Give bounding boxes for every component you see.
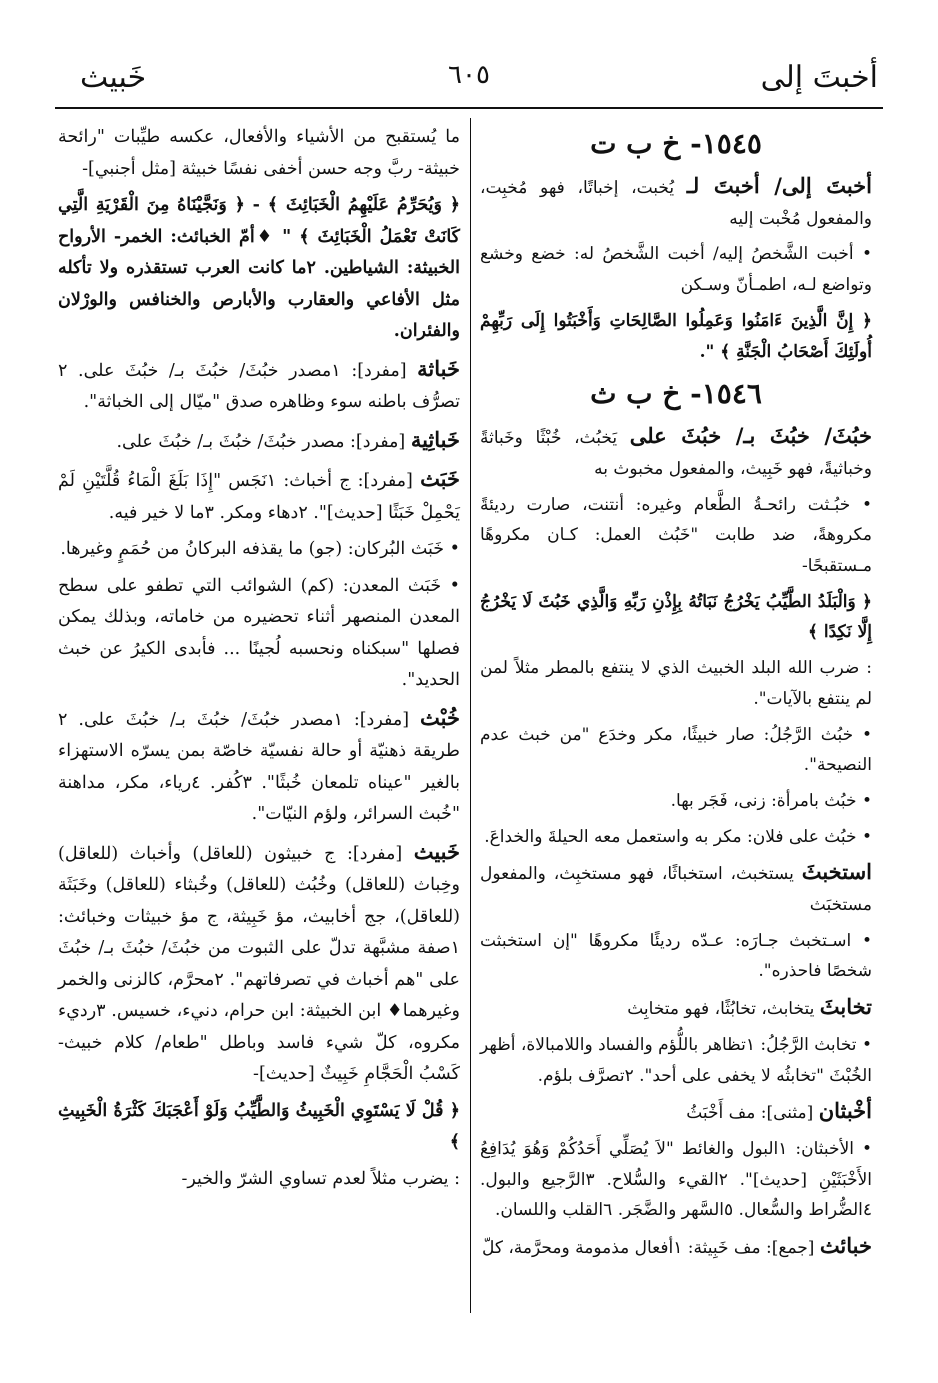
quranic-quote: ﴿ وَيُحَرِّمُ عَلَيْهِمُ الْخَبَائِثَ ﴾ - ﴿ وَنَجَّيْنَاهُ مِنَ الْقَرْيَةِ الَّتِي كَانَتْ تَعْمَلُ الْخَبَائِثَ ﴾ " ♦أمّ الخبائث: الخمر- الأرواح الخبيثة: الشياطين. ٢ما كانت العرب تستقذره ولا تأكله مثل الأفاعي والعقارب والأبارص والخنافس والورْلان والفئران. [58,195,460,341]
dictionary-entry [480,171,872,234]
definition-paragraph: • تخابث الرَّجُلُ: ١تظاهر باللُّؤم والفساد واللامبالاة، أظهر الخُبْثَ "تخابثُه لا يخفى على أحد". ٢تصرَّف بلؤم. [480,1034,872,1086]
definition-paragraph: • خبُث على فلان: مكر به واستعمل معه الحيلةَ والخداعَ. [484,826,872,847]
entry-definition: يَخبُث، خُبْثًا وخَباثةً وخباثيةً، فهو خَبِيث، والمفعول مخبوث به [480,428,872,479]
entry-definition: [مفرد]: مصدر خبُثَ/ خبُثَ بـ/ خبُثَ على. [116,431,411,452]
definition-paragraph: • خبُـثت رائحـةُ الطَّعام وغيره: أنتنت، صارت رديئةً مكروهةً، ضد طابت "خَبُث العمل: كـان مكروهًا مـستقبحًا- [480,494,872,577]
entry-definition: يستخبث، استخباثًا، فهو مستخبِث، والمفعول مستخبَث [480,864,872,916]
column-divider [470,118,471,1313]
entry-headword: خبُثَ/ خبُثَ بـ/ خبُثَ على [629,423,872,449]
definition-paragraph: • اسـتخبث جـارَه: عـدّه رديئًا مكروهًا "إن استخبثت شخصًا فاحذره". [480,930,872,982]
left-column [58,122,460,1200]
definition-paragraph: • أخبت الشَّخصُ إليه/ أخبت الشَّخصُ له: خضع وخشع وتواضع لـه، اطمـأنّ وسـكن [480,244,872,296]
definition-paragraph: : ضرب الله البلد الخبيث الذي لا ينتفع بالمطر مثلاً لمن لم ينتفع بالآيات". [480,658,872,709]
dictionary-entry [58,702,460,831]
entry-headword: خُبْث [420,704,460,730]
entry-headword: خَباثة [417,355,460,381]
definition-paragraph: • الأخبثان: ١البول والغائط "لاَ يُصَلِّي أَحَدُكُمْ وَهُوَ يُدَافِعُ الأَخْبَثَيْنِ [حديث]". ٢القيء والسُّلاح. ٣الرَّجيع والبول. ٤الضُّراط والسُّعال. ٥السَّهر والضَّجَر. ٦القلب واللسان. [480,1138,872,1221]
entry-definition: [مفرد]: ج خبيثون (للعاقل) وأخباث (للعاقل) وخِباث (للعاقل) وخُبُث (للعاقل) وخُبثاء (للعاقل) وخَبَثَة (للعاقل)، جج أخابيث، مؤ خَبِيثة، ج مؤ خبيثات وخبائث: ١صفة مشبَّهة تدلّ على الثبوت من خبُثَ/ خبُثَ بـ/ خبُثَ على "هم أخباث في تصرفاتهم". ٢محرَّم، كالزنى والخمر وغيرهما♦ ابن الخبيثة: ابن حرام، دنيء، خسيس. ٣رديء مكروه، كلّ شيء فاسد وباطل "طعام/ كلام خبيث- كَسْبُ الْحَجَّامِ خَبِيثٌ [حديث]- [58,843,461,1084]
entry-definition: [مفرد]: ١مصدر خبُثَ/ خبُثَ بـ/ خبُثَ على. ٢ تصرُّف باطنه سوء وظاهره صدق "ميّال إلى الخباثة". [58,360,460,412]
entry-definition: يتخابث، تخابُثًا، فهو متخابِث [627,999,820,1020]
dictionary-entry [58,463,460,529]
header-running-title-right: أخبتَ إلى [760,60,878,95]
section-heading: ١٥٤٦- خ ب ث [590,377,762,411]
definition-paragraph: • خَبَث البُركان: (جو) ما يقذفه البركانُ من حُمَمٍ وغيرها. [60,539,460,559]
entry-headword: خَبيث [413,838,460,864]
quranic-quote: ﴿ إِنَّ الَّذِينَ ءَامَنُوا وَعَمِلُوا الصَّالِحَاتِ وَأَخْبَتُوا إِلَى رَبِّهِمْ أُولَئِكَ أَصْحَابُ الْجَنَّةِ ﴾ ". [480,310,872,362]
entry-headword: تخابثَ [819,994,872,1020]
entry-definition: [مثنى]: مف أَخْبَثُ [686,1103,819,1124]
entry-headword: خَبَث [420,466,461,491]
definition-paragraph: ما يُستقبح من الأشياء والأفعال، عكسه طيِّبات "رائحة خبيثة- ربَّ وجه حسن أخفى نفسًا خبيثة [مثل أجنبي]- [58,127,460,179]
entry-headword: خَباثِية [410,426,460,452]
dictionary-entry [58,353,460,419]
dictionary-entry [58,424,460,459]
dictionary-entry [480,421,872,484]
dictionary-entry [480,1096,872,1129]
definition-paragraph: • خبُث الرَّجُلُ: صار خبيثًا، مكر وخدَع "من خبث عدم النصيحة". [480,724,872,776]
quranic-quote: ﴿ قُلْ لَا يَسْتَوِي الْخَبِيثُ وَالطَّيِّبُ وَلَوْ أَعْجَبَكَ كَثْرَةُ الْخَبِيثِ ﴾ [58,1100,460,1152]
header-rule [55,107,883,109]
definition-paragraph: • خبُث بامرأة: زنى، فَجَر بها. [670,790,872,811]
definition-paragraph: : يضرب مثلاً لعدم تساوي الشرّ والخير- [181,1168,460,1189]
page-header [30,56,908,96]
quranic-quote: ﴿ وَالْبَلَدُ الطَّيِّبُ يَخْرُجُ نَبَاتُهُ بِإِذْنِ رَبِّهِ وَالَّذِي خَبُثَ لَا يَخْرُجُ إِلَّا نَكِدًا ﴾ [480,591,872,643]
entry-definition: [جمع]: مف خَبِيثة: ١أفعال مذمومة ومحرَّمة، كلّ [481,1238,820,1259]
dictionary-entry [480,1231,872,1264]
entry-definition: [مفرد]: ١مصدر خبُثَ/ خبُثَ بـ/ خبُثَ على. ٢ طريقة ذهنيّة أو حالة نفسيّة خاصّة بمن يسرّه الاستهزاء بالغير "عيناه تلمعان خُبثًا". ٣كُفر. ٤رياء، مكر، مداهنة "خُبث السرائر، ولؤم النيّات". [58,709,460,824]
dictionary-entry [480,992,872,1025]
entry-headword: خبائث [819,1233,872,1259]
dictionary-entry [58,836,460,1091]
right-column [480,122,872,1269]
page-number: ٦٠٥ [448,60,490,90]
entry-headword: أخبتَ إلى/ أخبتَ لـ [686,173,872,198]
entry-definition: يُخبت، إخباتًا، فهو مُخبِت، والمفعول مُخْبت إليه [480,178,872,229]
entry-definition: [مفرد]: ج أخباث: ١نَجَس "إِذَا بَلَغَ الْمَاءُ قُلَّتَيْنِ لَمْ يَحْمِلْ خَبَثًا [حديث]". ٢دهاء ومكر. ٣ما لا خير فيه. [58,471,460,523]
definition-paragraph: • خَبَث المعدن: (كم) الشوائب التي تطفو على سطح المعدن المنصهر أثناء تحضيره من خاماته، وبذلك يمكن فصلها "سبكناه ونحسبه لُجينًا ... فأبدى الكيرُ عن خبث الحديد". [58,575,460,690]
header-running-title-left: خَبيث [80,60,147,95]
section-heading: ١٥٤٥- خ ب ت [590,127,762,160]
entry-headword: أخْبثان [818,1098,872,1124]
dictionary-entry [480,857,872,920]
entry-headword: استخبثَ [801,859,872,885]
